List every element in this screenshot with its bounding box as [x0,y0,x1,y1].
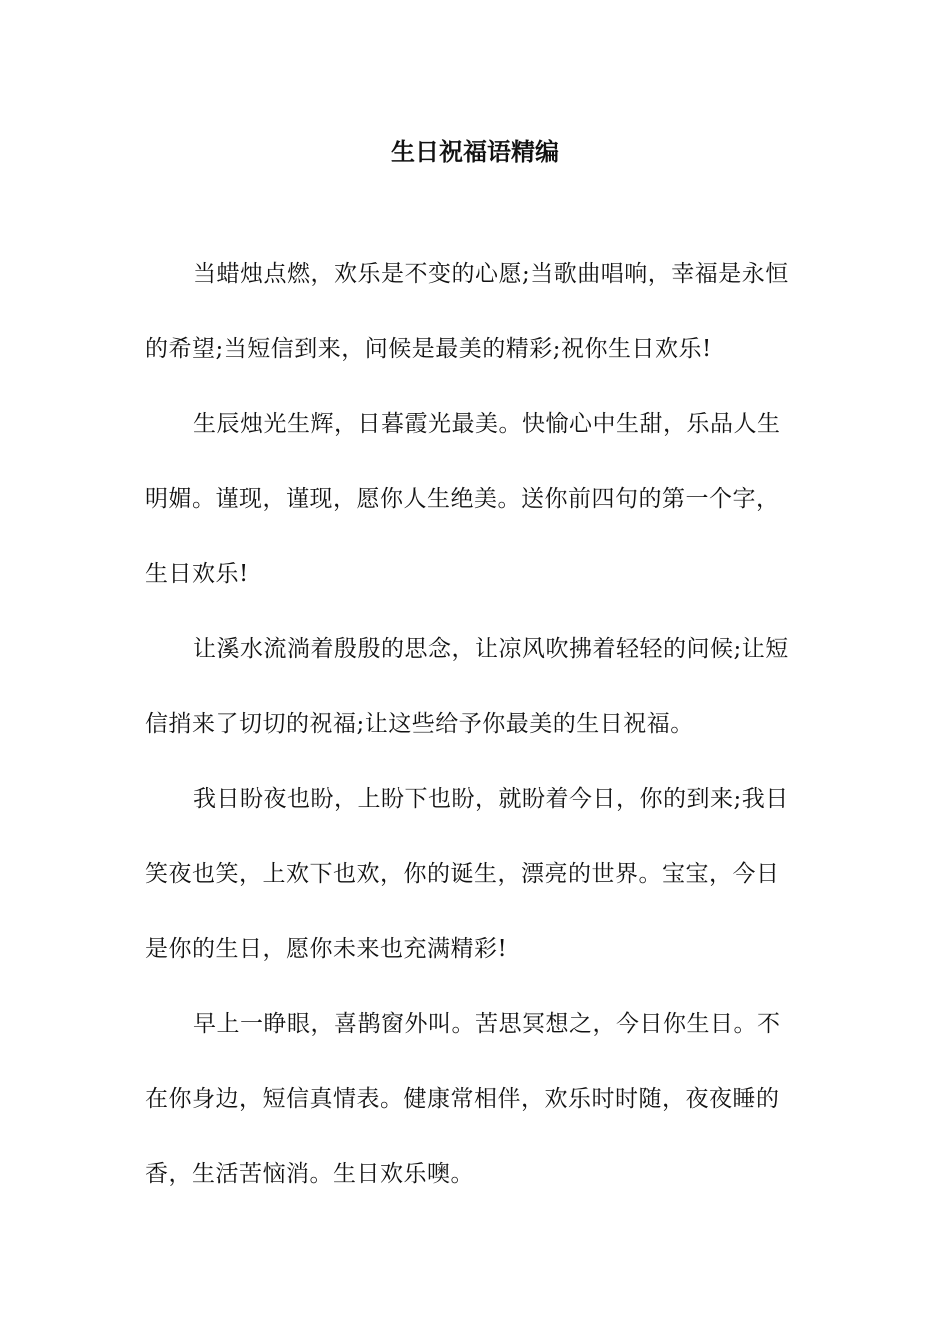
paragraph-line: 香，生活苦恼消。生日欢乐噢。 [145,1161,474,1187]
paragraph-3 [145,631,807,781]
paragraph-4 [145,781,807,1006]
paragraph-line: 早上一睁眼，喜鹊窗外叫。苦思冥想之，今日你生日。不 [193,1011,781,1037]
paragraph-line: 明媚。谨现，谨现，愿你人生绝美。送你前四句的第一个字， [145,486,780,512]
paragraph-line: 生辰烛光生辉，日暮霞光最美。快愉心中生甜，乐品人生 [193,411,781,437]
paragraph-line: 信捎来了切切的祝福;让这些给予你最美的生日祝福。 [145,711,694,737]
paragraph-2 [145,406,807,631]
document-body [145,256,807,1231]
document-title: 生日祝福语精编 [391,137,559,166]
paragraph-line: 是你的生日，愿你未来也充满精彩! [145,936,508,962]
paragraph-line: 在你身边，短信真情表。健康常相伴，欢乐时时随，夜夜睡的 [145,1086,780,1112]
paragraph-line: 生日欢乐! [145,561,249,587]
paragraph-5 [145,1006,807,1231]
paragraph-line: 让溪水流淌着殷殷的思念，让凉风吹拂着轻轻的问候;让短 [193,636,789,662]
paragraph-line: 当蜡烛点燃，欢乐是不变的心愿;当歌曲唱响，幸福是永恒 [193,261,789,287]
paragraph-1 [145,256,807,406]
paragraph-line: 的希望;当短信到来，问候是最美的精彩;祝你生日欢乐! [145,336,712,362]
paragraph-line: 笑夜也笑，上欢下也欢，你的诞生，漂亮的世界。宝宝，今日 [145,861,780,887]
paragraph-line: 我日盼夜也盼，上盼下也盼，就盼着今日，你的到来;我日 [193,786,789,812]
